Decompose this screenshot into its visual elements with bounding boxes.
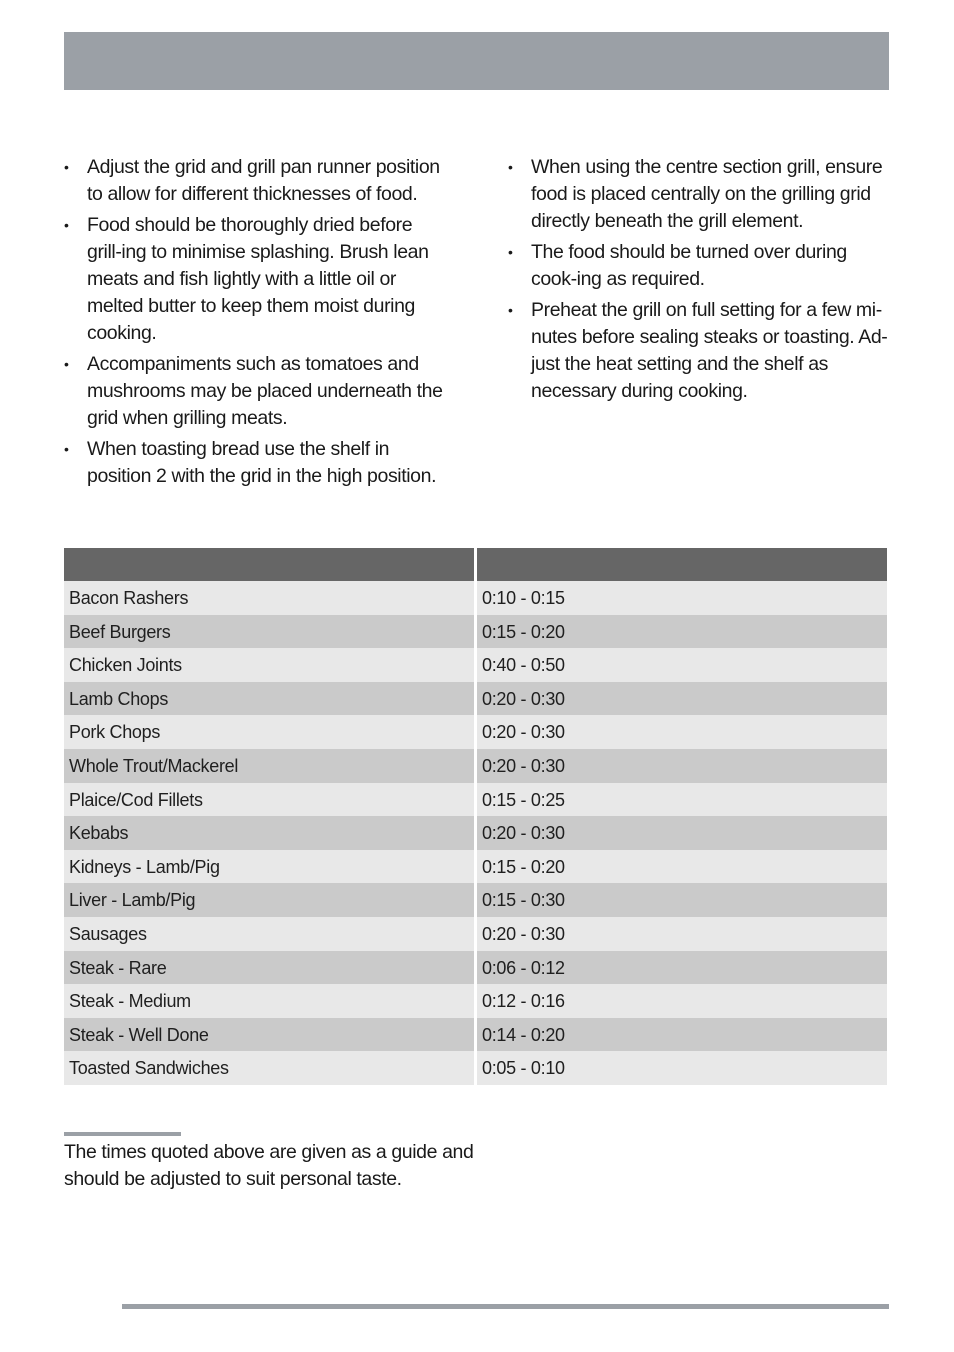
right-column	[508, 154, 892, 409]
table-row	[64, 783, 887, 817]
header-cell-time	[477, 548, 887, 581]
time-cell: 0:15 - 0:25	[477, 783, 887, 817]
header-bar	[64, 32, 889, 90]
table-header-row	[64, 548, 887, 581]
table-row	[64, 749, 887, 783]
table-row	[64, 615, 887, 649]
time-cell: 0:10 - 0:15	[477, 581, 887, 615]
table-row	[64, 682, 887, 716]
bullet-item: • Accompaniments such as tomatoes and mushrooms may be placed underneath the grid when grilling meats.	[64, 351, 448, 432]
note-rule	[64, 1132, 181, 1136]
table-row	[64, 581, 887, 615]
food-cell: Kidneys - Lamb/Pig	[64, 850, 474, 884]
food-cell: Whole Trout/Mackerel	[64, 749, 474, 783]
time-cell: 0:12 - 0:16	[477, 984, 887, 1018]
food-cell: Steak - Medium	[64, 984, 474, 1018]
bullet-item: • Adjust the grid and grill pan runner position to allow for different thicknesses of food.	[64, 154, 448, 208]
food-cell: Pork Chops	[64, 715, 474, 749]
bullet-item: • When toasting bread use the shelf in position 2 with the grid in the high position.	[64, 436, 448, 490]
table-row	[64, 883, 887, 917]
table-row	[64, 984, 887, 1018]
footer-bar	[122, 1304, 889, 1309]
table-row	[64, 850, 887, 884]
table-row	[64, 1051, 887, 1085]
time-cell: 0:20 - 0:30	[477, 917, 887, 951]
bullet-item: • Food should be thoroughly dried before grill-ing to minimise splashing. Brush lean meats and fish lightly with a little oil or melted butter to keep them moist during cooking.	[64, 212, 448, 347]
food-cell: Lamb Chops	[64, 682, 474, 716]
table-row	[64, 1018, 887, 1052]
bullet-item: • The food should be turned over during cook-ing as required.	[508, 239, 892, 293]
table-row	[64, 648, 887, 682]
food-cell: Bacon Rashers	[64, 581, 474, 615]
time-cell: 0:40 - 0:50	[477, 648, 887, 682]
left-column	[64, 154, 448, 494]
food-cell: Plaice/Cod Fillets	[64, 783, 474, 817]
time-cell: 0:20 - 0:30	[477, 682, 887, 716]
table-row	[64, 951, 887, 985]
time-cell: 0:15 - 0:20	[477, 615, 887, 649]
table-row	[64, 816, 887, 850]
left-bullet-list	[64, 154, 448, 490]
food-cell: Steak - Rare	[64, 951, 474, 985]
header-cell-food	[64, 548, 474, 581]
time-cell: 0:20 - 0:30	[477, 816, 887, 850]
table-row	[64, 715, 887, 749]
food-cell: Toasted Sandwiches	[64, 1051, 474, 1085]
food-cell: Chicken Joints	[64, 648, 474, 682]
time-cell: 0:05 - 0:10	[477, 1051, 887, 1085]
table-body	[64, 581, 887, 1085]
food-cell: Beef Burgers	[64, 615, 474, 649]
food-cell: Sausages	[64, 917, 474, 951]
bullet-item: • When using the centre section grill, ensure food is placed centrally on the grilling grid directly beneath the grill element.	[508, 154, 892, 235]
time-cell: 0:15 - 0:30	[477, 883, 887, 917]
food-cell: Liver - Lamb/Pig	[64, 883, 474, 917]
bullet-item: • Preheat the grill on full setting for a few mi-nutes before sealing steaks or toasting. Ad-just the heat setting and the shelf as necessary during cooking.	[508, 297, 892, 405]
time-cell: 0:20 - 0:30	[477, 749, 887, 783]
table-row	[64, 917, 887, 951]
right-bullet-list	[508, 154, 892, 405]
food-cell: Steak - Well Done	[64, 1018, 474, 1052]
time-cell: 0:06 - 0:12	[477, 951, 887, 985]
food-cell: Kebabs	[64, 816, 474, 850]
time-cell: 0:15 - 0:20	[477, 850, 887, 884]
note-text: The times quoted above are given as a guide and should be adjusted to suit personal taste.	[64, 1141, 474, 1190]
grilling-times-table	[64, 548, 887, 1085]
time-cell: 0:20 - 0:30	[477, 715, 887, 749]
time-cell: 0:14 - 0:20	[477, 1018, 887, 1052]
